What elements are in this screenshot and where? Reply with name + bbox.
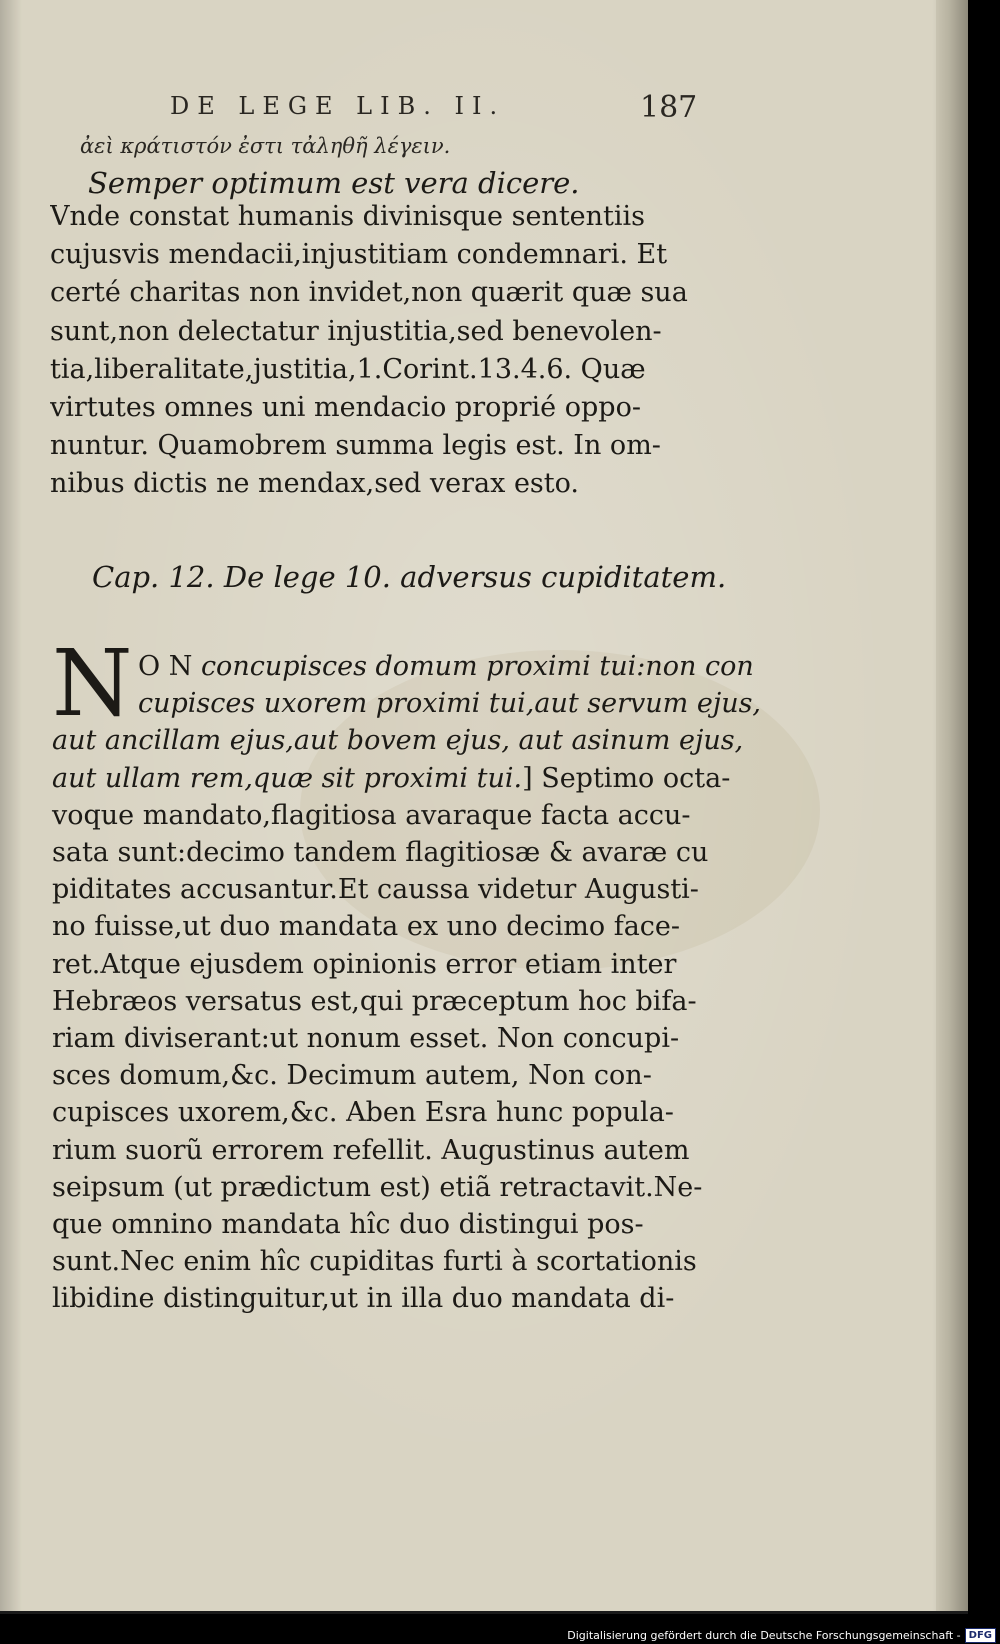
latin-quote: Semper optimum est vera dicere. (88, 166, 580, 200)
text-line: que omnino mandata hîc duo distingui pos- (52, 1209, 644, 1241)
text-line: seipsum (ut prædictum est) etiã retractavit.Ne- (52, 1171, 703, 1203)
digitization-footer (567, 1626, 1000, 1644)
chapter-heading: Cap. 12. De lege 10. adversus cupiditatem. (92, 560, 727, 594)
paragraph-1 (50, 198, 720, 504)
drop-capital: N (52, 630, 133, 737)
text-line: certé charitas non invidet,non quærit quæ sua (50, 277, 688, 309)
page-number: 187 (640, 90, 698, 125)
text-line: ret.Atque ejusdem opinionis error etiam inter (52, 948, 677, 980)
text-line: libidine distinguitur,ut in illa duo mandata di- (52, 1283, 675, 1315)
text-line: rium suorũ errorem refellit. Augustinus autem (52, 1134, 690, 1166)
text-line: sata sunt:decimo tandem flagitiosæ & avaræ cu (52, 837, 709, 869)
footer-credit: Digitalisierung gefördert durch die Deutsche Forschungsgemeinschaft - (567, 1628, 961, 1642)
running-head: DE LEGE LIB. II. (170, 92, 506, 120)
roman-text: ] Septimo octa- (522, 762, 731, 794)
text-line: Hebræos versatus est,qui præceptum hoc bifa- (52, 985, 697, 1017)
text-line: aut ancillam ejus,aut bovem ejus, aut asinum ejus, (52, 725, 744, 757)
text-line: tia,liberalitate,justitia,1.Corint.13.4.6. Quæ (50, 353, 646, 385)
text-line: sunt.Nec enim hîc cupiditas furti à scortationis (52, 1246, 697, 1278)
text-line: Vnde constat humanis divinisque sententiis (50, 201, 646, 232)
italic-text: aut ullam rem,quæ sit proximi tui. (52, 762, 523, 794)
text-line: cujusvis mendacii,injustitiam condemnari. Et (50, 239, 668, 271)
text-line: cupisces uxorem proximi tui,aut servum ejus, (138, 688, 762, 720)
greek-quote: ἀεὶ κράτιστόν ἐστι τἀληθῆ λέγειν. (80, 134, 451, 158)
text-line: piditates accusantur.Et caussa videtur Augusti- (52, 874, 699, 906)
page-edge-shadow (936, 0, 968, 1611)
text-line: voque mandato,flagitiosa avaraque facta accu- (52, 799, 691, 831)
text-line: sces domum,&c. Decimum autem, Non con- (52, 1060, 652, 1092)
text-line: nuntur. Quamobrem summa legis est. In om- (50, 430, 661, 462)
text-line (52, 648, 754, 685)
text-line (52, 760, 731, 797)
text-line: cupisces uxorem,&c. Aben Esra hunc popula- (52, 1097, 674, 1129)
italic-text: concupisces domum proximi tui:non con (200, 651, 754, 682)
text-line: riam diviserant:ut nonum esset. Non concupi- (52, 1023, 680, 1055)
dfg-logo: DFG (965, 1628, 996, 1643)
text-line: no fuisse,ut duo mandata ex uno decimo face- (52, 911, 681, 943)
paragraph-2 (52, 648, 762, 1318)
opening-letters: O N (138, 651, 193, 682)
text-line: virtutes omnes uni mendacio proprié oppo- (50, 392, 641, 424)
text-line: nibus dictis ne mendax,sed verax esto. (50, 468, 580, 500)
text-line: sunt,non delectatur injustitia,sed benevolen- (50, 315, 662, 347)
